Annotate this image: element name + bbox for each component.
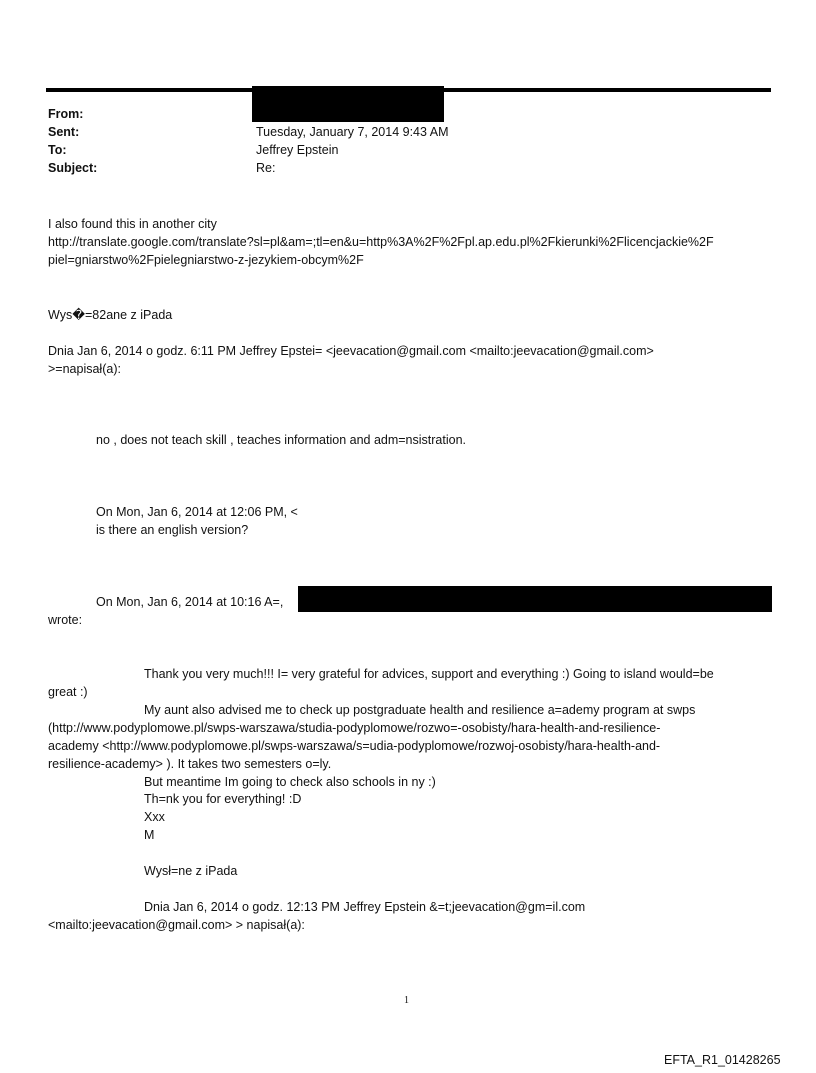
quote-header: On Mon, Jan 6, 2014 at 10:16 A=, [96,595,284,609]
from-label: From: [48,107,84,121]
redaction-sender [298,586,772,612]
message-line: great :) [48,685,88,699]
message-line: Th=nk you for everything! :D [144,792,302,806]
quote-header-cont: wrote: [48,613,83,627]
message-line: resilience-academy> ). It takes two semesters o=ly. [48,757,332,771]
page-number: 1 [404,995,409,1006]
message-line: Thank you very much!!! I= very grateful for advices, support and everything :) Going to island would=be [144,667,714,681]
quote-header: On Mon, Jan 6, 2014 at 12:06 PM, < [96,505,298,519]
reply-line: no , does not teach skill , teaches information and adm=nsistration. [96,433,467,447]
sent-label: Sent: [48,125,80,139]
sent-value: Tuesday, January 7, 2014 9:43 AM [256,125,449,139]
to-label: To: [48,143,67,157]
message-line: academy <http://www.podyplomowe.pl/swps-warszawa/s=udia-podyplomowe/rozwoj-osobisty/hara-health-and- [48,739,661,753]
reply-line: is there an english version? [96,523,249,537]
quote-header: Dnia Jan 6, 2014 o godz. 6:11 PM Jeffrey Epstei= <jeevacation@gmail.com <mailto:jeevacation@gmail.com> [48,344,654,358]
message-line: M [144,828,155,842]
message-line: But meantime Im going to check also schools in ny :) [144,775,436,789]
body-link-cont: piel=gniarstwo%2Fpielegniarstwo-z-jezykiem-obcym%2F [48,253,364,267]
message-line: (http://www.podyplomowe.pl/swps-warszawa/studia-podyplomowe/rozwo=-osobisty/hara-health-and-resilience- [48,721,661,735]
body-link: http://translate.google.com/translate?sl=pl&am=;tl=en&u=http%3A%2F%2Fpl.ap.edu.pl%2Fkierunki%2Flicencjackie%2F [48,235,714,249]
document-id: EFTA_R1_01428265 [664,1053,781,1067]
redaction-from [252,86,444,122]
subject-label: Subject: [48,161,98,175]
signature-line: Wysł=ne z iPada [144,864,238,878]
subject-value: Re: [256,161,276,175]
message-line: Xxx [144,810,165,824]
body-line: I also found this in another city [48,217,217,231]
quote-header-cont: <mailto:jeevacation@gmail.com> > napisał(a): [48,918,305,932]
quote-header-cont: >=napisał(a): [48,362,121,376]
signature-line: Wys�=82ane z iPada [48,308,173,322]
message-line: My aunt also advised me to check up postgraduate health and resilience a=ademy program at swps [144,703,696,717]
to-value: Jeffrey Epstein [256,143,339,157]
quote-header: Dnia Jan 6, 2014 o godz. 12:13 PM Jeffrey Epstein &=t;jeevacation@gm=il.com [144,900,586,914]
